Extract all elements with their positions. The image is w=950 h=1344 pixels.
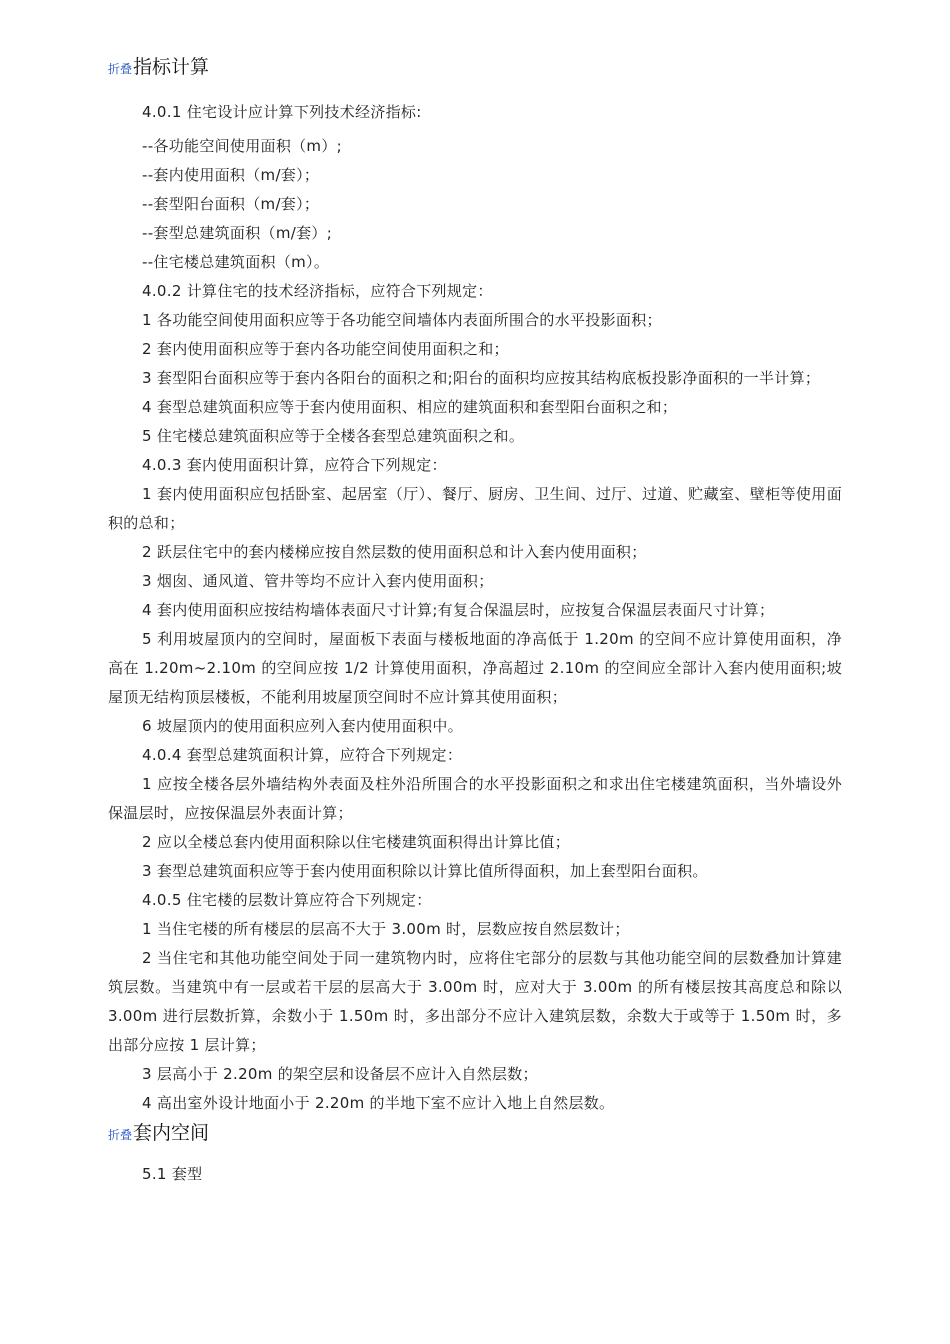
collapse-toggle-link[interactable]: 折叠: [108, 62, 133, 76]
paragraph: 4.0.3 套内使用面积计算，应符合下列规定：: [142, 456, 447, 474]
paragraph: 2 跃层住宅中的套内楼梯应按自然层数的使用面积总和计入套内使用面积；: [142, 543, 647, 561]
paragraph: --各功能空间使用面积（m）;: [142, 137, 342, 155]
paragraph: 4 高出室外设计地面小于 2.20m 的半地下室不应计入地上自然层数。: [142, 1094, 615, 1112]
paragraph: 4.0.2 计算住宅的技术经济指标，应符合下列规定：: [142, 282, 493, 300]
paragraph: 2 应以全楼总套内使用面积除以住宅楼建筑面积得出计算比值；: [142, 833, 571, 851]
paragraph: 4.0.4 套型总建筑面积计算，应符合下列规定：: [142, 746, 463, 764]
paragraph: 5 利用坡屋顶内的空间时，屋面板下表面与楼板地面的净高低于 1.20m 的空间不应计算使用面积，净高在 1.20m~2.10m 的空间应按 1/2 计算使用面积，净高超过 2.10m 的空间应全部计入套内使用面积;坡屋顶无结构顶层楼板，不能利用坡屋顶空间时不应计算其使用面积；: [108, 630, 842, 706]
paragraph: 4.0.1 住宅设计应计算下列技术经济指标:: [142, 103, 422, 121]
section-title: 套内空间: [133, 1122, 210, 1144]
document-page: [108, 52, 842, 1189]
paragraph: --套型阳台面积（m/套）；: [142, 195, 320, 213]
paragraph: --套型总建筑面积（m/套）;: [142, 224, 333, 242]
paragraph: 4.0.5 住宅楼的层数计算应符合下列规定：: [142, 891, 432, 909]
collapse-toggle-link[interactable]: 折叠: [108, 1128, 133, 1142]
paragraph: 3 套型阳台面积应等于套内各阳台的面积之和;阳台的面积均应按其结构底板投影净面积的一半计算；: [142, 369, 821, 387]
paragraph: 3 层高小于 2.20m 的架空层和设备层不应计入自然层数；: [142, 1065, 538, 1083]
paragraph: 3 套型总建筑面积应等于套内使用面积除以计算比值所得面积，加上套型阳台面积。: [142, 862, 708, 880]
section-title: 指标计算: [133, 56, 210, 78]
paragraph: 1 套内使用面积应包括卧室、起居室（厅）、餐厅、厨房、卫生间、过厅、过道、贮藏室、壁柜等使用面积的总和；: [108, 485, 842, 532]
paragraph: 5 住宅楼总建筑面积应等于全楼各套型总建筑面积之和。: [142, 427, 525, 445]
paragraph: 5.1 套型: [142, 1165, 203, 1183]
paragraph: 1 应按全楼各层外墙结构外表面及柱外沿所围合的水平投影面积之和求出住宅楼建筑面积，当外墙设外保温层时，应按保温层外表面计算；: [108, 775, 842, 822]
paragraph: 2 当住宅和其他功能空间处于同一建筑物内时，应将住宅部分的层数与其他功能空间的层数叠加计算建筑层数。当建筑中有一层或若干层的层高大于 3.00m 时，应对大于 3.00m 的所有楼层按其高度总和除以 3.00m 进行层数折算，余数小于 1.50m 时，多出部分不应计入建筑层数，余数大于或等于 1.50m 时，多出部分应按 1 层计算；: [108, 949, 842, 1054]
paragraph: --套内使用面积（m/套）；: [142, 166, 320, 184]
paragraph: 1 当住宅楼的所有楼层的层高不大于 3.00m 时，层数应按自然层数计；: [142, 920, 630, 938]
paragraph: 1 各功能空间使用面积应等于各功能空间墙体内表面所围合的水平投影面积；: [142, 311, 662, 329]
paragraph: 2 套内使用面积应等于套内各功能空间使用面积之和；: [142, 340, 509, 358]
section-heading-unit-space: [108, 1118, 842, 1152]
section-heading-indicators: [108, 52, 842, 86]
paragraph: --住宅楼总建筑面积（m）。: [142, 253, 330, 271]
paragraph: 4 套内使用面积应按结构墙体表面尺寸计算;有复合保温层时，应按复合保温层表面尺寸计算；: [142, 601, 775, 619]
paragraph: 6 坡屋顶内的使用面积应列入套内使用面积中。: [142, 717, 463, 735]
paragraph: 4 套型总建筑面积应等于套内使用面积、相应的建筑面积和套型阳台面积之和；: [142, 398, 678, 416]
paragraph: 3 烟囱、通风道、管井等均不应计入套内使用面积；: [142, 572, 494, 590]
